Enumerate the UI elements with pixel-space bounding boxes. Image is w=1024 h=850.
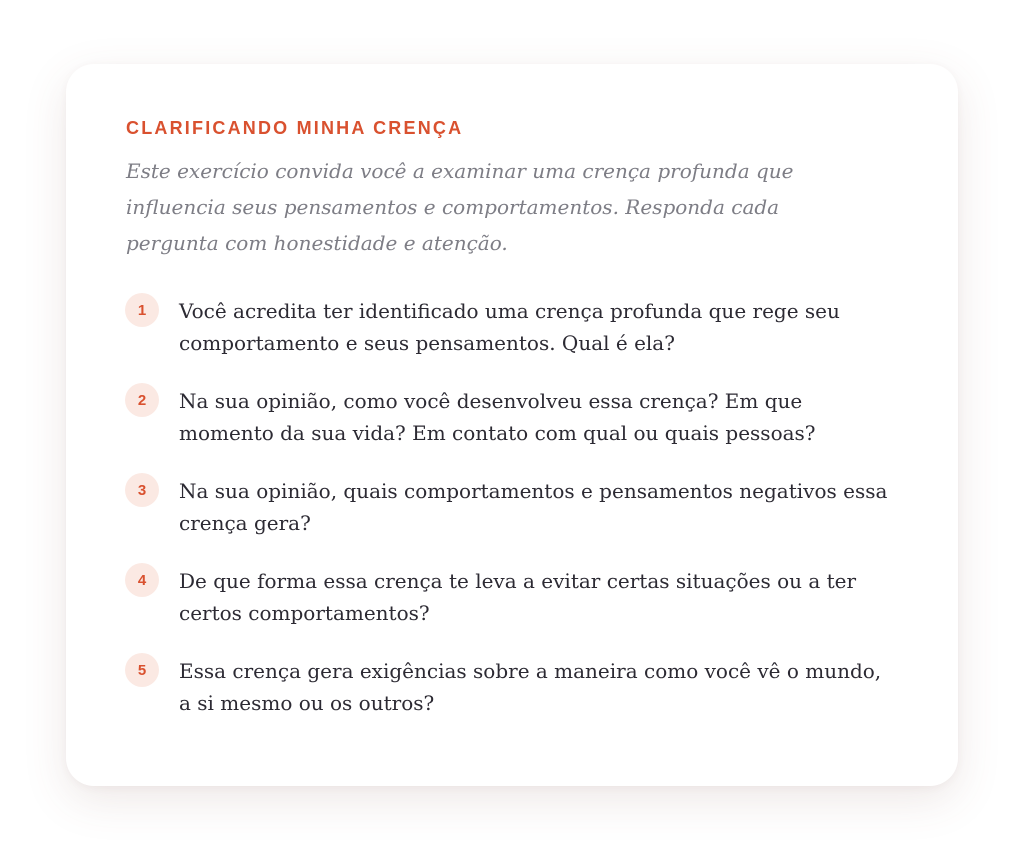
question-number-badge: 2 [125, 383, 159, 417]
question-number-badge: 1 [125, 293, 159, 327]
question-item [126, 475, 898, 539]
exercise-card [66, 64, 958, 786]
question-item [126, 565, 898, 629]
question-number-badge: 5 [125, 653, 159, 687]
question-number-badge: 3 [125, 473, 159, 507]
question-item [126, 385, 898, 449]
exercise-title: CLARIFICANDO MINHA CRENÇA [126, 118, 464, 138]
question-text: Você acredita ter identificado uma crença profunda que rege seu comportamento e seus pensamentos. Qual é ela? [179, 299, 840, 355]
question-item [126, 295, 898, 359]
exercise-intro: Este exercício convida você a examinar uma crença profunda que influencia seus pensamentos e comportamentos. Responda cada pergunta com honestidade e atenção. [126, 159, 794, 255]
question-text: Na sua opinião, como você desenvolveu essa crença? Em que momento da sua vida? Em contato com qual ou quais pessoas? [179, 389, 816, 445]
question-number-badge: 4 [125, 563, 159, 597]
question-text: De que forma essa crença te leva a evitar certas situações ou a ter certos comportamentos? [179, 569, 857, 625]
question-text: Na sua opinião, quais comportamentos e pensamentos negativos essa crença gera? [179, 479, 888, 535]
question-list [126, 295, 898, 719]
question-text: Essa crença gera exigências sobre a maneira como você vê o mundo, a si mesmo ou os outros? [179, 659, 882, 715]
question-item [126, 655, 898, 719]
